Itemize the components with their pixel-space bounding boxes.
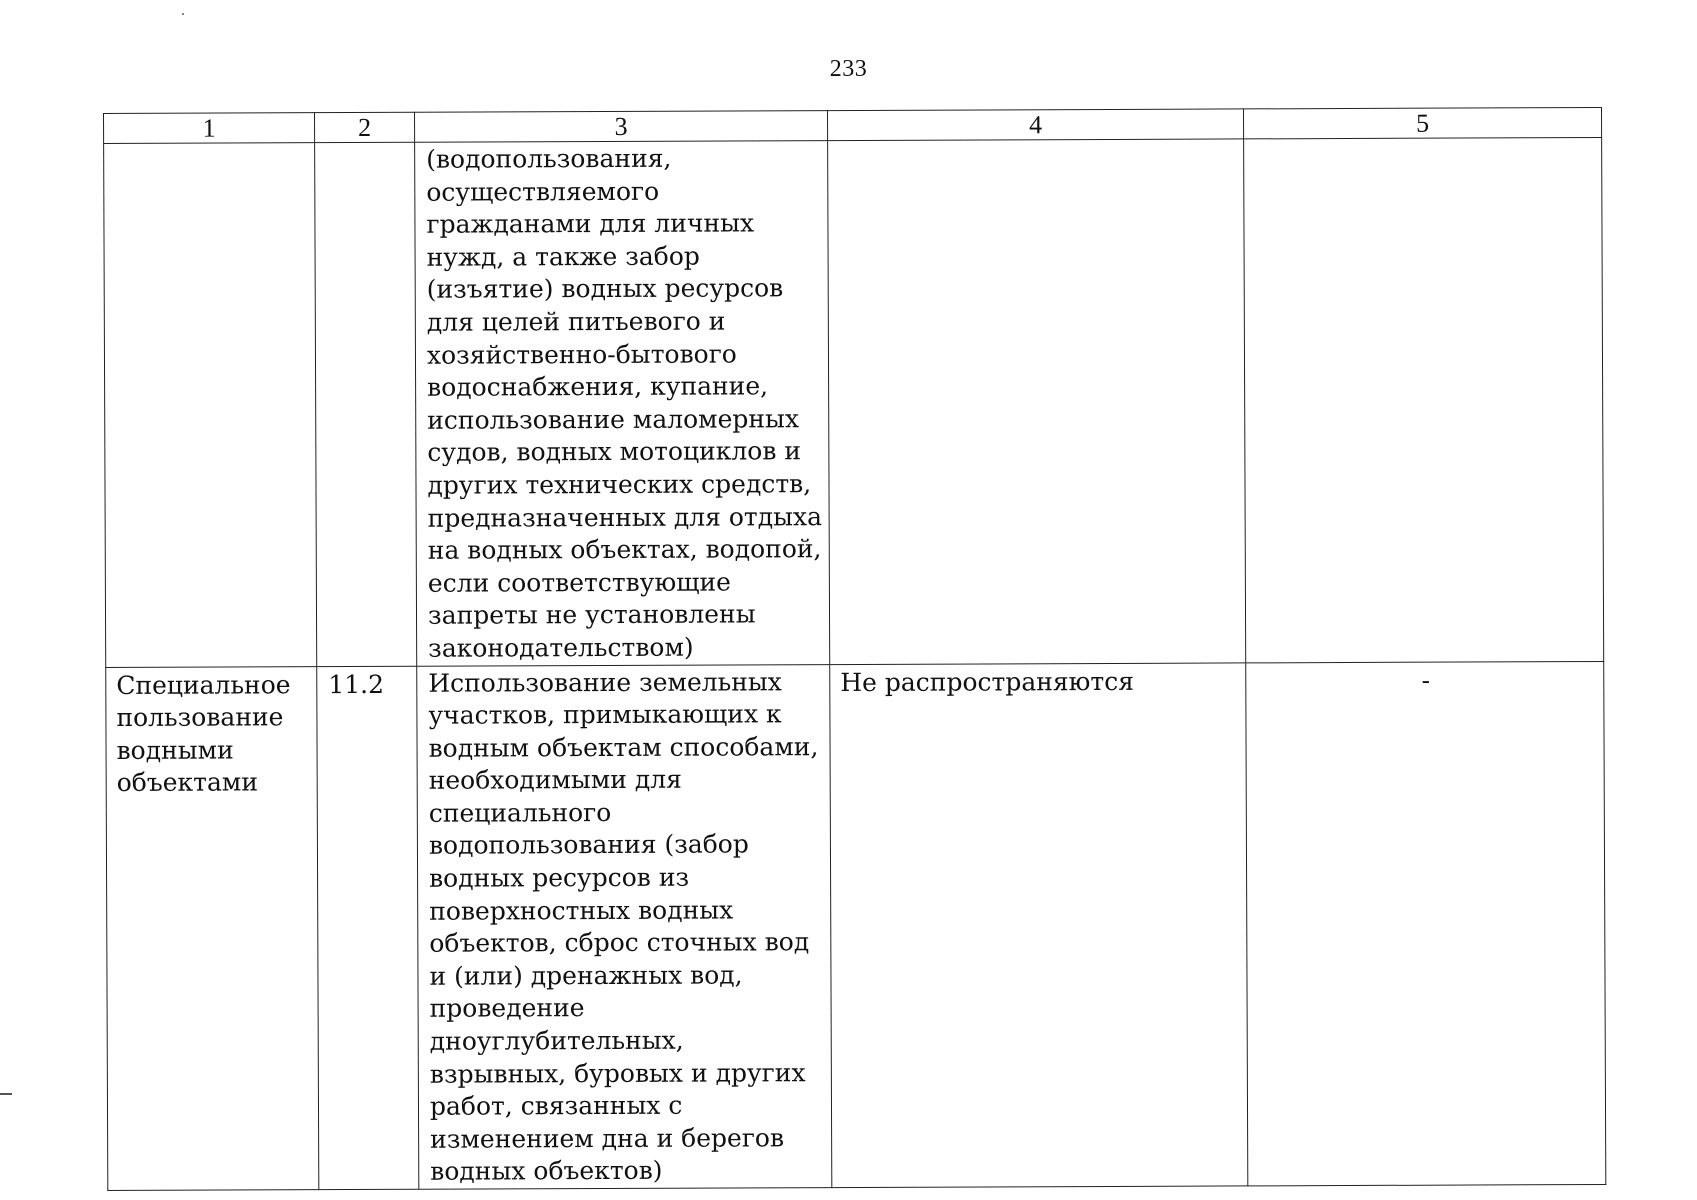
cell-text: Использование земельных участков, примыкающих к водным объектам способами, необходимыми для специального водопользования (забор водных ресурсов из поверхностных водных объектов, сброс сточных вод и (или) дренажных вод, проведение дноуглубительных, взрывных, буровых и других работ, связанных с изменением дна и берегов водных объектов) [428, 666, 819, 1187]
column-header: 4 [827, 109, 1243, 141]
table-cell [417, 664, 832, 1189]
cell-text [315, 143, 414, 145]
column-header: 2 [315, 112, 415, 142]
table-cell [830, 662, 1248, 1187]
column-header: 5 [1243, 107, 1601, 138]
cell-text: Специальное пользование водными объектами [116, 669, 291, 798]
cell-text [104, 143, 314, 146]
column-header: 1 [104, 113, 315, 144]
cell-text [1244, 138, 1601, 141]
table-cell [315, 142, 417, 666]
scan-edge-mark [0, 1093, 12, 1095]
column-header: 3 [414, 111, 827, 143]
cell-text: Не распространяются [840, 666, 1135, 697]
land-use-table [103, 107, 1606, 1191]
cell-text: 11.2 [328, 669, 385, 699]
cell-text: (водопользования, осуществляемого гражданами для личных нужд, а также забор (изъятие) водных ресурсов для целей питьевого и хозяйственно-бытового водоснабжения, купание, использование маломерных судов, водных мотоциклов и других технических средств, предназначенных для отдыха на водных объектах, водопой, если соответствующие запреты не установлены законодательством) [426, 143, 823, 663]
table-cell [104, 143, 317, 667]
table-cell [317, 666, 419, 1190]
table-cell [415, 141, 830, 666]
scan-speck [182, 13, 184, 15]
table-cell [1244, 137, 1604, 662]
table-cell [828, 139, 1246, 664]
table-cell [106, 666, 319, 1190]
page-number: 233 [829, 56, 868, 82]
table-row [104, 137, 1604, 667]
cell-text: - [1421, 665, 1431, 695]
cell-text [828, 139, 1243, 143]
table-row [106, 661, 1606, 1191]
table-cell [1246, 661, 1606, 1186]
